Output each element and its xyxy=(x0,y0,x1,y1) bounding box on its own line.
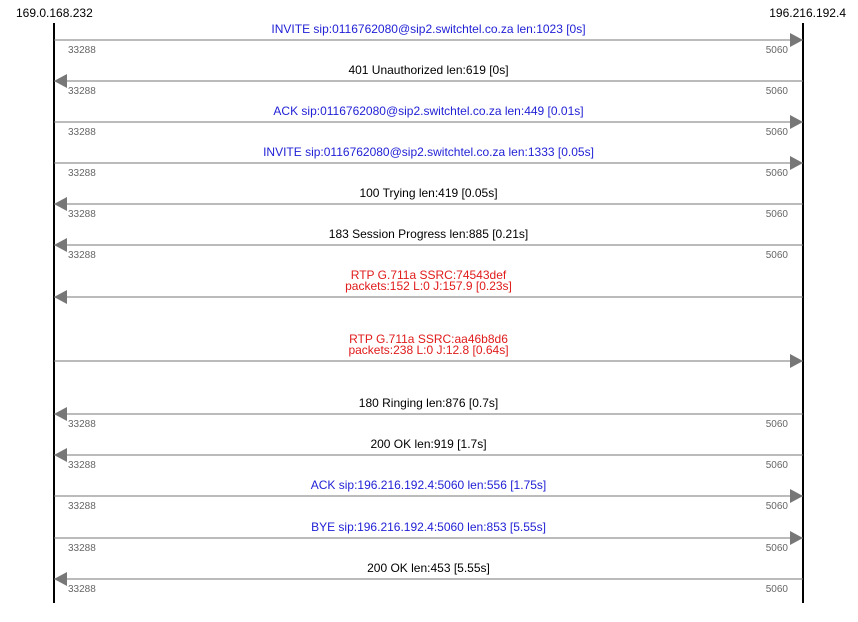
arrow-head-right xyxy=(790,33,803,47)
message-label: 100 Trying len:419 [0.05s] xyxy=(359,186,498,200)
source-port: 33288 xyxy=(68,209,96,220)
arrow-head-left xyxy=(54,197,67,211)
message-13[interactable] xyxy=(54,561,803,595)
message-label: BYE sip:196.216.192.4:5060 len:853 [5.55s] xyxy=(311,520,546,534)
message-label: ACK sip:0116762080@sip2.switchtel.co.za len:449 [0.01s] xyxy=(273,104,584,118)
destination-port: 5060 xyxy=(765,501,788,512)
arrow-head-left xyxy=(54,572,67,586)
arrow-head-left xyxy=(54,407,67,421)
message-11[interactable] xyxy=(54,478,803,512)
message-label: packets:238 L:0 J:12.8 [0.64s] xyxy=(348,343,509,357)
destination-port: 5060 xyxy=(765,45,788,56)
source-port: 33288 xyxy=(68,86,96,97)
source-port: 33288 xyxy=(68,127,96,138)
arrow-head-left xyxy=(54,74,67,88)
source-port: 33288 xyxy=(68,250,96,261)
source-port: 33288 xyxy=(68,168,96,179)
arrow-head-left xyxy=(54,448,67,462)
source-port: 33288 xyxy=(68,543,96,554)
message-label: 200 OK len:919 [1.7s] xyxy=(370,437,487,451)
destination-port: 5060 xyxy=(765,127,788,138)
destination-port: 5060 xyxy=(765,584,788,595)
source-port: 33288 xyxy=(68,501,96,512)
message-label: packets:152 L:0 J:157.9 [0.23s] xyxy=(345,279,512,293)
source-port: 33288 xyxy=(68,460,96,471)
arrow-head-right xyxy=(790,115,803,129)
message-12[interactable] xyxy=(54,520,803,554)
arrow-head-right xyxy=(790,354,803,368)
source-port: 33288 xyxy=(68,45,96,56)
message-5[interactable] xyxy=(54,186,803,220)
message-label: 401 Unauthorized len:619 [0s] xyxy=(348,63,509,77)
message-label: 180 Ringing len:876 [0.7s] xyxy=(358,396,499,410)
message-label: ACK sip:196.216.192.4:5060 len:556 [1.75s] xyxy=(310,478,547,492)
destination-port: 5060 xyxy=(765,419,788,430)
destination-port: 5060 xyxy=(765,543,788,554)
arrow-head-left xyxy=(54,290,67,304)
destination-port: 5060 xyxy=(765,250,788,261)
message-10[interactable] xyxy=(54,437,803,471)
right-host-label: 196.216.192.4 xyxy=(769,6,846,20)
arrow-head-right xyxy=(790,489,803,503)
message-8[interactable] xyxy=(54,332,803,368)
message-label: RTP G.711a SSRC:aa46b8d6 xyxy=(349,332,508,346)
message-6[interactable] xyxy=(54,227,803,261)
message-label: INVITE sip:0116762080@sip2.switchtel.co.za len:1333 [0.05s] xyxy=(263,145,594,159)
source-port: 33288 xyxy=(68,419,96,430)
destination-port: 5060 xyxy=(765,86,788,97)
message-4[interactable] xyxy=(54,145,803,179)
message-3[interactable] xyxy=(54,104,803,138)
arrow-head-right xyxy=(790,531,803,545)
arrow-head-left xyxy=(54,238,67,252)
arrow-head-right xyxy=(790,156,803,170)
source-port: 33288 xyxy=(68,584,96,595)
message-7[interactable] xyxy=(54,268,803,304)
left-host-label: 169.0.168.232 xyxy=(16,6,93,20)
message-2[interactable] xyxy=(54,63,803,97)
destination-port: 5060 xyxy=(765,460,788,471)
message-label: RTP G.711a SSRC:74543def xyxy=(350,268,507,282)
message-9[interactable] xyxy=(54,396,803,430)
destination-port: 5060 xyxy=(765,168,788,179)
message-label: 183 Session Progress len:885 [0.21s] xyxy=(328,227,529,241)
message-label: 200 OK len:453 [5.55s] xyxy=(367,561,490,575)
message-1[interactable] xyxy=(54,22,803,56)
destination-port: 5060 xyxy=(765,209,788,220)
message-label: INVITE sip:0116762080@sip2.switchtel.co.za len:1023 [0s] xyxy=(271,22,586,36)
